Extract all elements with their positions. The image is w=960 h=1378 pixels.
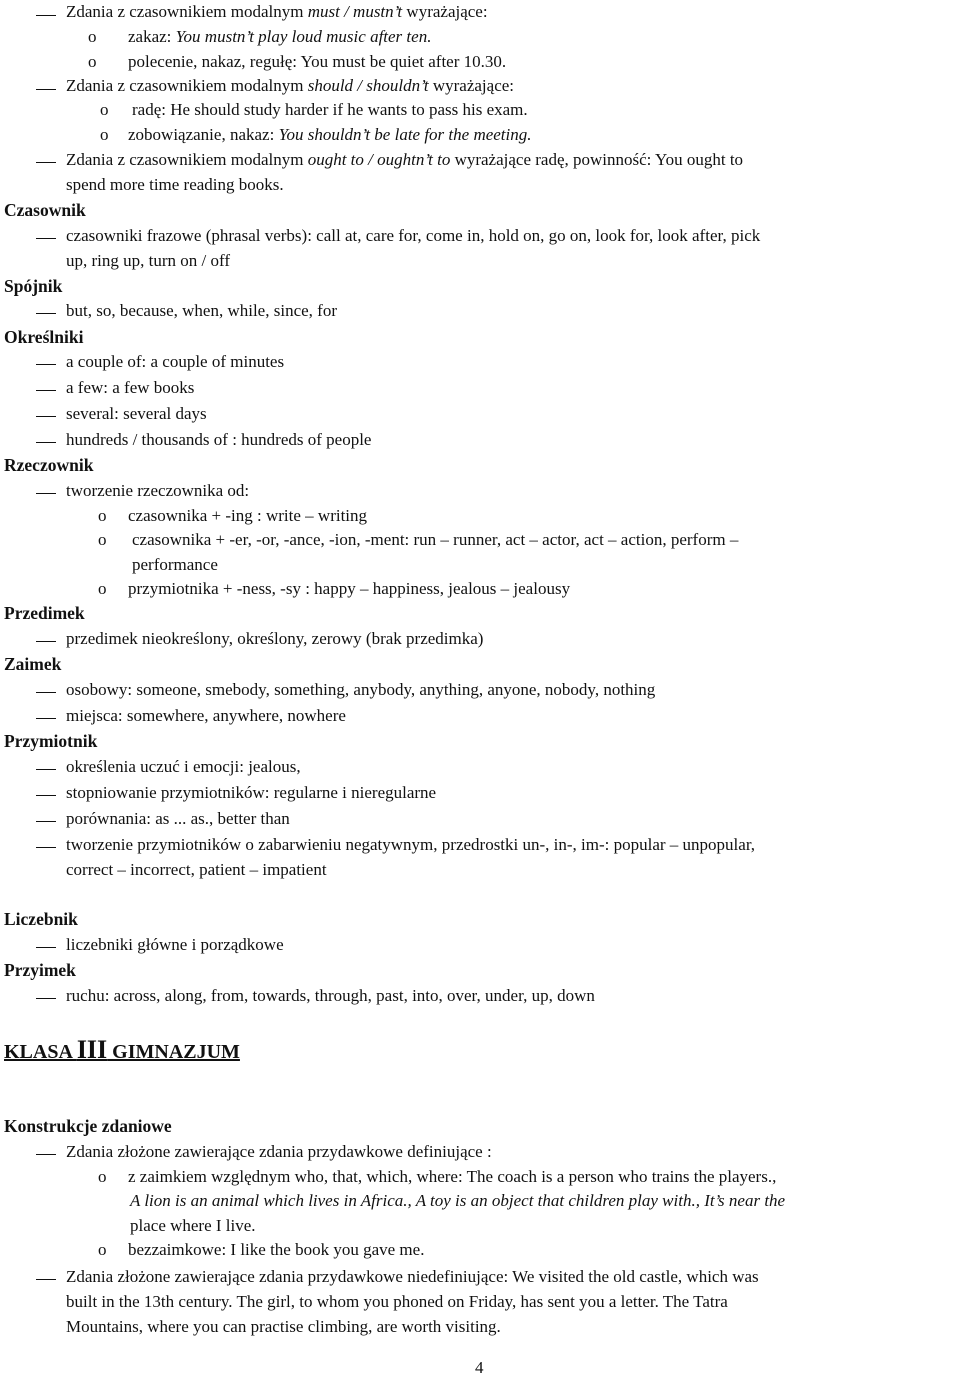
- list-subitem-continuation: A lion is an animal which lives in Africa., A toy is an object that children play with., It’s near the: [130, 1191, 786, 1210]
- list-item-continuation: correct – incorrect, patient – impatient: [66, 860, 327, 879]
- list-item-continuation: built in the 13th century. The girl, to whom you phoned on Friday, has sent you a letter. The Tatra: [66, 1292, 728, 1311]
- dash-bullet: [36, 89, 56, 90]
- dash-bullet: [36, 847, 56, 848]
- list-subitem-continuation: place where I live.: [130, 1216, 256, 1235]
- dash-bullet: [36, 1154, 56, 1155]
- sub-bullet: o: [88, 52, 97, 71]
- dash-bullet: [36, 15, 56, 16]
- list-item: tworzenie przymiotników o zabarwieniu negatywnym, przedrostki un-, in-, im-: popular – unpopular,: [66, 835, 756, 854]
- dash-bullet: [36, 313, 56, 314]
- section-heading-przymiotnik: Przymiotnik: [4, 731, 98, 751]
- list-subitem: czasownika + -er, -or, -ance, -ion, -ment: run – runner, act – actor, act – action, perform –: [132, 530, 739, 549]
- list-subitem: zakaz: You mustn’t play loud music after ten.: [128, 27, 432, 46]
- list-item-continuation: up, ring up, turn on / off: [66, 251, 231, 270]
- list-item: miejsca: somewhere, anywhere, nowhere: [66, 706, 346, 725]
- dash-bullet: [36, 769, 56, 770]
- list-item: a couple of: a couple of minutes: [66, 352, 285, 371]
- list-item-continuation: spend more time reading books.: [66, 175, 284, 194]
- dash-bullet: [36, 821, 56, 822]
- sub-bullet: o: [98, 1240, 107, 1259]
- list-item-continuation: Mountains, where you can practise climbing, are worth visiting.: [66, 1317, 501, 1336]
- sub-bullet: o: [88, 27, 97, 46]
- list-item: but, so, because, when, while, since, for: [66, 301, 337, 320]
- section-heading-konstrukcje: Konstrukcje zdaniowe: [4, 1116, 172, 1136]
- dash-bullet: [36, 692, 56, 693]
- list-item: określenia uczuć i emocji: jealous,: [66, 757, 301, 776]
- list-subitem: polecenie, nakaz, regułę: You must be quiet after 10.30.: [128, 52, 507, 71]
- list-item-must: Zdania z czasownikiem modalnym must / mustn’t wyrażające:: [66, 2, 488, 21]
- sub-bullet: o: [100, 100, 109, 119]
- sub-bullet: o: [98, 530, 107, 549]
- dash-bullet: [36, 718, 56, 719]
- list-item: czasowniki frazowe (phrasal verbs): call at, care for, come in, hold on, go on, look for, look after, pick: [66, 226, 761, 245]
- list-item: Zdania złożone zawierające zdania przydawkowe niedefiniujące: We visited the old castle, which was: [66, 1267, 759, 1286]
- dash-bullet: [36, 390, 56, 391]
- list-item: porównania: as ... as., better than: [66, 809, 290, 828]
- section-heading-spojnik: Spójnik: [4, 276, 63, 296]
- sub-bullet: o: [98, 506, 107, 525]
- list-subitem: radę: He should study harder if he wants to pass his exam.: [132, 100, 528, 119]
- dash-bullet: [36, 162, 56, 163]
- list-subitem: przymiotnika + -ness, -sy : happy – happiness, jealous – jealousy: [128, 579, 571, 598]
- section-heading-czasownik: Czasownik: [4, 200, 86, 220]
- dash-bullet: [36, 442, 56, 443]
- list-item: hundreds / thousands of : hundreds of people: [66, 430, 372, 449]
- class-title: KLASA III GIMNAZJUM: [4, 1035, 240, 1064]
- list-item: several: several days: [66, 404, 207, 423]
- dash-bullet: [36, 493, 56, 494]
- page-number: 4: [475, 1358, 484, 1377]
- section-heading-okreslniki: Określniki: [4, 327, 84, 347]
- list-item: a few: a few books: [66, 378, 195, 397]
- dash-bullet: [36, 795, 56, 796]
- dash-bullet: [36, 641, 56, 642]
- list-subitem: bezzaimkowe: I like the book you gave me.: [128, 1240, 425, 1259]
- list-item: Zdania złożone zawierające zdania przydawkowe definiujące :: [66, 1142, 492, 1161]
- dash-bullet: [36, 947, 56, 948]
- list-item: osobowy: someone, smebody, something, anybody, anything, anyone, nobody, nothing: [66, 680, 656, 699]
- dash-bullet: [36, 1279, 56, 1280]
- sub-bullet: o: [98, 1167, 107, 1186]
- list-subitem: zobowiązanie, nakaz: You shouldn’t be late for the meeting.: [128, 125, 532, 144]
- sub-bullet: o: [98, 579, 107, 598]
- dash-bullet: [36, 416, 56, 417]
- section-heading-przedimek: Przedimek: [4, 603, 85, 623]
- list-subitem: czasownika + -ing : write – writing: [128, 506, 368, 525]
- list-item-ought: Zdania z czasownikiem modalnym ought to / oughtn’t to wyrażające radę, powinność: You ought to: [66, 150, 744, 169]
- sub-bullet: o: [100, 125, 109, 144]
- list-item: liczebniki główne i porządkowe: [66, 935, 284, 954]
- section-heading-zaimek: Zaimek: [4, 654, 62, 674]
- list-item: stopniowanie przymiotników: regularne i nieregularne: [66, 783, 437, 802]
- section-heading-rzeczownik: Rzeczownik: [4, 455, 94, 475]
- list-item: tworzenie rzeczownika od:: [66, 481, 250, 500]
- dash-bullet: [36, 364, 56, 365]
- list-subitem-continuation: performance: [132, 555, 218, 574]
- list-item: przedimek nieokreślony, określony, zerowy (brak przedimka): [66, 629, 484, 648]
- list-item: ruchu: across, along, from, towards, through, past, into, over, under, up, down: [66, 986, 595, 1005]
- dash-bullet: [36, 998, 56, 999]
- section-heading-liczebnik: Liczebnik: [4, 909, 78, 929]
- list-subitem: z zaimkiem względnym who, that, which, where: The coach is a person who trains the players.,: [128, 1167, 777, 1186]
- dash-bullet: [36, 238, 56, 239]
- list-item-should: Zdania z czasownikiem modalnym should / shouldn’t wyrażające:: [66, 76, 515, 95]
- section-heading-przyimek: Przyimek: [4, 960, 76, 980]
